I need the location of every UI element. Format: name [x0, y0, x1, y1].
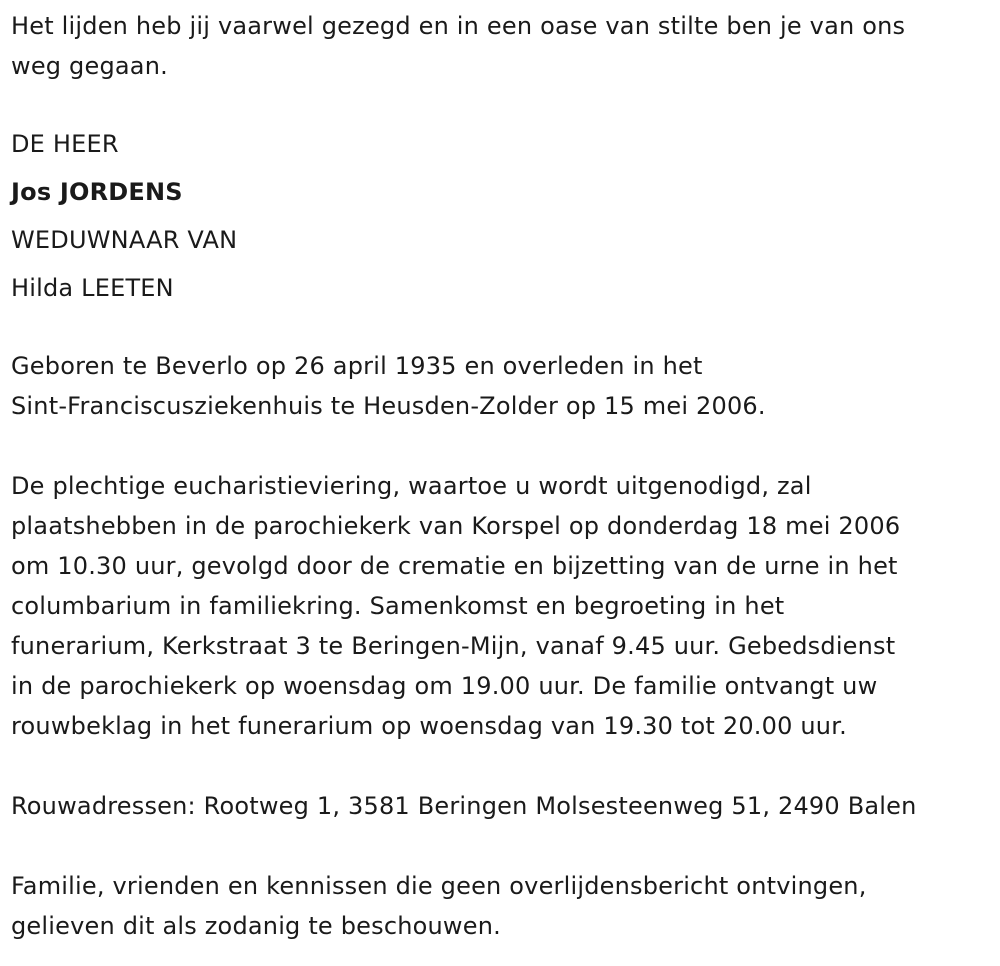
intro-paragraph	[11, 6, 996, 86]
ceremony-line: funerarium, Kerkstraat 3 te Beringen-Mijn, vanaf 9.45 uur. Gebedsdienst	[11, 632, 896, 660]
ceremony-line: columbarium in familiekring. Samenkomst en begroeting in het	[11, 592, 785, 620]
addresses-line: Rouwadressen: Rootweg 1, 3581 Beringen Molsesteenweg 51, 2490 Balen	[11, 792, 917, 820]
birth-death-line: Geboren te Beverlo op 26 april 1935 en overleden in het	[11, 352, 703, 380]
intro-line: Het lijden heb jij vaarwel gezegd en in een oase van stilte ben je van ons	[11, 12, 906, 40]
ceremony-line: in de parochiekerk op woensdag om 19.00 uur. De familie ontvangt uw	[11, 672, 878, 700]
deceased-name: Jos JORDENS	[11, 178, 183, 206]
addresses-paragraph	[11, 786, 996, 826]
birth-death-paragraph	[11, 346, 996, 426]
ceremony-line: plaatshebben in de parochiekerk van Korspel op donderdag 18 mei 2006	[11, 512, 901, 540]
deceased-relation: WEDUWNAAR VAN	[11, 226, 238, 254]
death-notice	[11, 0, 996, 946]
closing-paragraph	[11, 866, 996, 946]
spouse-name: Hilda LEETEN	[11, 274, 174, 302]
intro-line: weg gegaan.	[11, 52, 168, 80]
ceremony-paragraph	[11, 466, 996, 746]
closing-line: gelieven dit als zodanig te beschouwen.	[11, 912, 501, 940]
ceremony-line: De plechtige eucharistieviering, waartoe u wordt uitgenodigd, zal	[11, 472, 812, 500]
ceremony-line: om 10.30 uur, gevolgd door de crematie en bijzetting van de urne in het	[11, 552, 898, 580]
deceased-block	[11, 120, 996, 312]
ceremony-line: rouwbeklag in het funerarium op woensdag van 19.30 tot 20.00 uur.	[11, 712, 847, 740]
closing-line: Familie, vrienden en kennissen die geen overlijdensbericht ontvingen,	[11, 872, 867, 900]
birth-death-line: Sint-Franciscusziekenhuis te Heusden-Zolder op 15 mei 2006.	[11, 392, 766, 420]
deceased-title: DE HEER	[11, 130, 119, 158]
